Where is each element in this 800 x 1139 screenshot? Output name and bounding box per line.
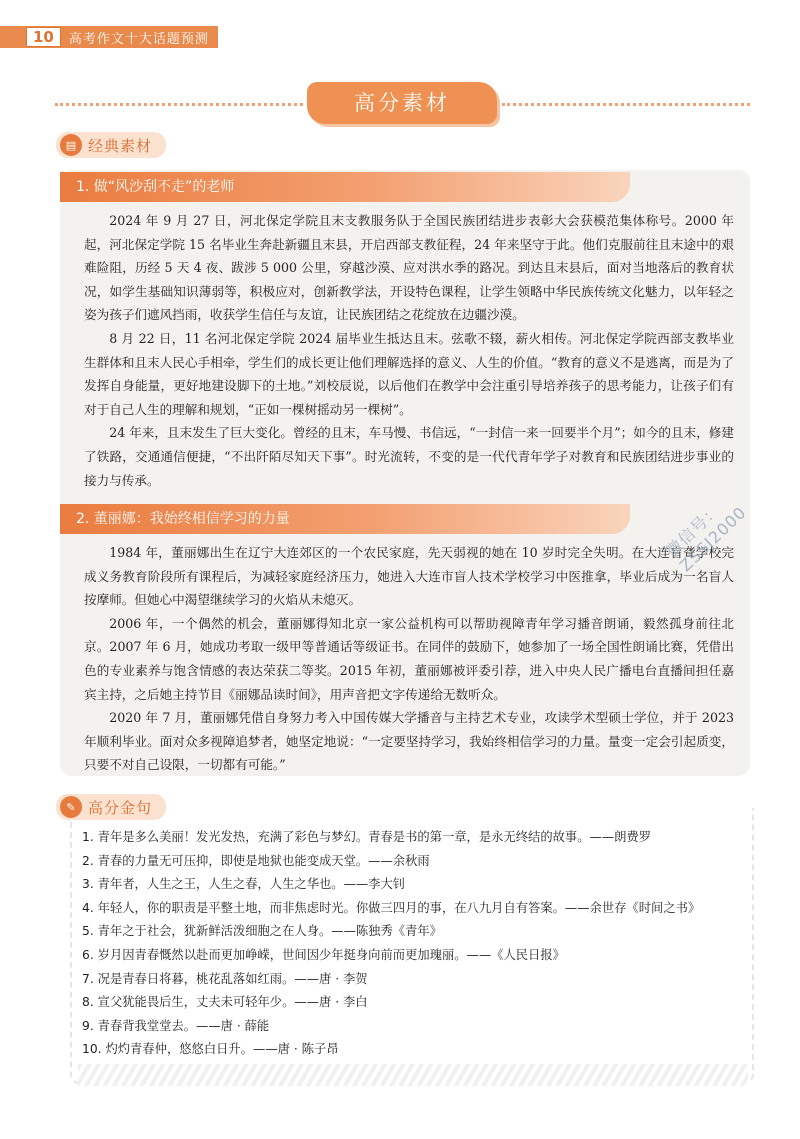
quote-item: 8. 宣父犹能畏后生，丈夫未可轻年少。——唐 · 李白 bbox=[82, 995, 368, 1010]
quote-item: 9. 青春背我堂堂去。——唐 · 薛能 bbox=[82, 1018, 270, 1033]
story-2-paragraph: 1984 年，董丽娜出生在辽宁大连郊区的一个农民家庭，先天弱视的她在 10 岁时完全失明。在大连盲聋学校完成义务教育阶段所有课程后，为减轻家庭经济压力，她进入大连市盲人技术学校学习中医推拿，毕业后成为一名盲人按摩师。但她心中渴望继续学习的火焰从未熄灭。 bbox=[84, 545, 734, 608]
page-header bbox=[0, 26, 218, 48]
story-body-1 bbox=[84, 209, 734, 492]
book-title: 高考作文十大话题预测 bbox=[68, 31, 209, 47]
quote-item: 4. 年轻人，你的职责是平整土地，而非焦虑时光。你做三四月的事，在八九月自有答案。——余世存《时间之书》 bbox=[82, 900, 701, 915]
book-icon: ▤ bbox=[60, 134, 82, 156]
story-2-paragraph: 2020 年 7 月，董丽娜凭借自身努力考入中国传媒大学播音与主持艺术专业，攻读学术型硕士学位，并于 2023 年顺利毕业。面对众多视障追梦者，她坚定地说：“一定要坚持学习，我始终相信学习的力量。量变一定会引起质变，只要不对自己设限，一切都有可能。” bbox=[84, 710, 734, 773]
golden-sentences-label: 高分金句 bbox=[88, 798, 153, 817]
watermark: 微信号：ZSSJ2000 bbox=[662, 499, 751, 576]
quote-item: 6. 岁月因青春慨然以赴而更加峥嵘，世间因少年挺身向前而更加瑰丽。——《人民日报》 bbox=[82, 947, 565, 962]
story-1-paragraph: 2024 年 9 月 27 日，河北保定学院且末支教服务队于全国民族团结进步表彰大会获模范集体称号。2000 年起，河北保定学院 15 名毕业生奔赴新疆且末县，开启西部支教征程，24 年来坚守于此。他们克服前往且末途中的艰难险阻，历经 5 天 4 夜、跋涉 5 000 公里，穿越沙漠、应对洪水季的路况。到达且末县后，面对当地落后的教育状况，如学生基础知识薄弱等，积极应对，创新教学法，开设特色课程，让学生领略中华民族传统文化魅力，以年轻之姿为孩子们遮风挡雨，收获学生信任与友谊，让民族团结之花绽放在边疆沙漠。 bbox=[84, 213, 734, 323]
quotes-box-stripe bbox=[78, 1064, 748, 1086]
page-number: 10 bbox=[26, 27, 61, 47]
quote-item: 2. 青春的力量无可压抑，即使是地狱也能变成天堂。——余秋雨 bbox=[82, 853, 430, 868]
quote-item: 1. 青年是多么美丽！发光发热，充满了彩色与梦幻。青春是书的第一章，是永无终结的故事。——朗费罗 bbox=[82, 830, 652, 844]
quotes-list bbox=[82, 826, 700, 1062]
pen-icon: ✎ bbox=[60, 796, 82, 818]
quote-item: 5. 青年之于社会，犹新鲜活泼细胞之在人身。——陈独秀《青年》 bbox=[82, 924, 442, 939]
classic-material-label: 经典素材 bbox=[88, 136, 153, 155]
story-title-1: 1. 做“风沙刮不走”的老师 bbox=[60, 172, 630, 202]
quote-item: 10. 灼灼青春仲，悠悠白日升。——唐 · 陈子昂 bbox=[82, 1042, 339, 1057]
section-banner: 高分素材 bbox=[307, 82, 497, 124]
story-2-paragraph: 2006 年，一个偶然的机会，董丽娜得知北京一家公益机构可以帮助视障青年学习播音朗诵，毅然孤身前往北京。2007 年 6 月，她成功考取一级甲等普通话等级证书。在同伴的鼓励下，她参加了一场全国性朗诵比赛，凭借出色的专业素养与饱含情感的表达荣获二等奖。2015 年初，董丽娜被评委引荐，进入中央人民广播电台直播间担任嘉宾主持，之后她主持节目《丽娜品读时间》，用声音把文字传递给无数听众。 bbox=[84, 615, 734, 702]
story-1-paragraph: 8 月 22 日，11 名河北保定学院 2024 届毕业生抵达且末。弦歌不辍，薪火相传。河北保定学院西部支教毕业生群体和且末人民心手相牵，学生们的成长更让他们理解选择的意义、人生的价值。“教育的意义不是逃离，而是为了发挥自身能量，更好地建设脚下的土地。”刘校辰说，以后他们在教学中会注重引导培养孩子的思考能力，让孩子们有对于自己人生的理解和规划，“正如一棵树摇动另一棵树”。 bbox=[84, 330, 734, 417]
story-title-2: 2. 董丽娜：我始终相信学习的力量 bbox=[60, 504, 630, 534]
golden-sentences-tag bbox=[56, 794, 166, 820]
classic-material-tag bbox=[56, 132, 166, 158]
story-1-paragraph: 24 年来，且末发生了巨大变化。曾经的且末，车马慢、书信远，“一封信一来一回要半个月”；如今的且末，修建了铁路，交通通信便捷，“不出阡陌尽知天下事”。时光流转，不变的是一代代青年学子对教育和民族团结进步事业的接力与传承。 bbox=[84, 425, 734, 488]
quote-item: 7. 况是青春日将暮，桃花乱落如红雨。——唐 · 李贺 bbox=[82, 971, 368, 986]
banner-dotted-line-right bbox=[502, 103, 750, 106]
quote-item: 3. 青年者，人生之王，人生之春，人生之华也。——李大钊 bbox=[82, 877, 406, 892]
story-body-2 bbox=[84, 541, 734, 777]
banner-dotted-line-left bbox=[55, 103, 303, 106]
